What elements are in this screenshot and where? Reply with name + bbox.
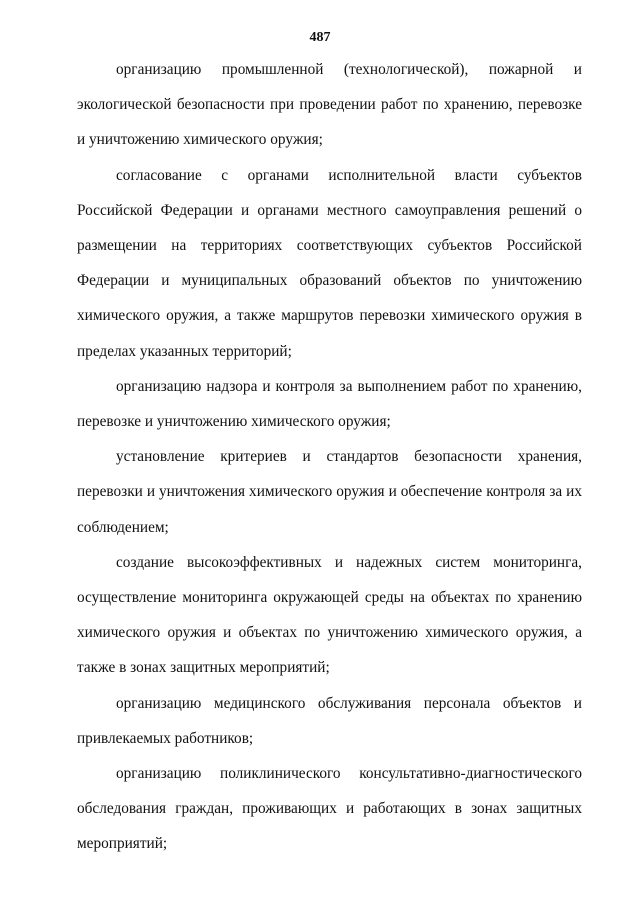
document-body — [77, 52, 582, 862]
paragraph-polyclinic-examination: организацию поликлинического консультативно-диагностического обследования граждан, проживающих и работающих в зонах защитных мероприятий; — [77, 765, 582, 853]
paragraph-industrial-safety: организацию промышленной (технологической), пожарной и экологической безопасности при проведении работ по хранению, перевозке и уничтожению химического оружия; — [77, 61, 582, 149]
paragraph-medical-service: организацию медицинского обслуживания персонала объектов и привлекаемых работников; — [77, 694, 582, 747]
page-number: 487 — [309, 30, 331, 45]
paragraph-monitoring: создание высокоэффективных и надежных систем мониторинга, осуществление мониторинга окружающей среды на объектах по хранению химического оружия и объектах по уничтожению химического оружия, а также в зонах защитных мероприятий; — [77, 553, 582, 677]
paragraph-supervision: организацию надзора и контроля за выполнением работ по хранению, перевозке и уничтожению химического оружия; — [77, 377, 582, 431]
paragraph-safety-criteria: установление критериев и стандартов безопасности хранения, перевозки и уничтожения химического оружия и обеспечение контроля за их соблюдением; — [77, 448, 582, 536]
paragraph-coordination: согласование с органами исполнительной власти субъектов Российской Федерации и органами местного самоуправления решений о размещении на территориях соответствующих субъектов Российской Федерации и муниципальных образований объектов по уничтожению химического оружия, а также маршрутов перевозки химического оружия в пределах указанных территорий; — [77, 166, 582, 360]
